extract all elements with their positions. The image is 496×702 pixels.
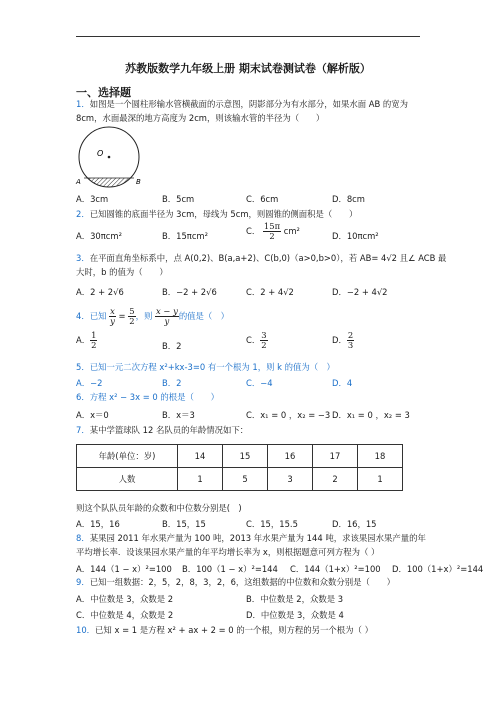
q1-line1: 1．如图是一个圆柱形输水管横截面的示意图，阴影部分为有水部分，如果水面 AB 的宽为 bbox=[76, 99, 409, 109]
q2-option-c: C． $\frac{15\pi}{2}$ cm² bbox=[246, 221, 300, 241]
q9-option-d: D．中位数是 3，众数是 4 bbox=[246, 610, 344, 620]
q9-option-a: A．中位数是 3，众数是 2 bbox=[76, 594, 174, 604]
table-row bbox=[77, 468, 403, 491]
q1-option-a: A．3cm bbox=[76, 194, 109, 204]
q2-c-fraction: $\frac{15\pi}{2}$ bbox=[263, 221, 281, 241]
table-cell: 14 bbox=[178, 445, 223, 468]
q7-option-a: A．15，16 bbox=[76, 519, 120, 529]
q5-option-d: D．4 bbox=[332, 378, 353, 388]
center-point bbox=[108, 156, 111, 159]
section-heading: 一、选择题 bbox=[76, 86, 131, 99]
table-cell: 15 bbox=[223, 445, 268, 468]
q6-option-b: B．x＝3 bbox=[162, 410, 195, 420]
q6-stem: 6．方程 x² − 3x = 0 的根是（ ） bbox=[76, 392, 220, 402]
q3-line1: 3．在平面直角坐标系中，点 A(0,2)、B(a,a+2)、C(b,0)（a>0,b>0），若 AB= 4√2 且∠ ACB 最 bbox=[76, 253, 447, 263]
table-cell: 5 bbox=[223, 468, 268, 491]
q6-option-a: A．x＝0 bbox=[76, 410, 109, 420]
q1-option-c: C．6cm bbox=[246, 194, 279, 204]
q1-number: 1． bbox=[76, 99, 90, 109]
table-cell: 18 bbox=[358, 445, 403, 468]
q3-line2: 大时，b 的值为（ ） bbox=[76, 267, 168, 277]
q3-option-b: B．−2 + 2√6 bbox=[162, 287, 217, 297]
table-row bbox=[77, 445, 403, 468]
q5-option-c: C．−4 bbox=[246, 378, 273, 388]
q10-stem: 10．已知 x = 1 是方程 x² + ax + 2 = 0 的一个根，则方程的另一个根为（ ） bbox=[76, 625, 373, 635]
q5-option-a: A．−2 bbox=[76, 378, 103, 388]
q4-option-b: B．2 bbox=[162, 341, 182, 351]
q9-stem: 9．已知一组数据：2，5，2，8，3，2，6，这组数据的中位数和众数分别是（ ） bbox=[76, 577, 396, 587]
q8-option-d: D．100（1+x）²=144 bbox=[392, 564, 484, 574]
table-cell: 1 bbox=[178, 468, 223, 491]
q2-option-a: A．30πcm² bbox=[76, 231, 122, 241]
q7-question: 则这个队队员年龄的众数和中位数分别是( ) bbox=[76, 503, 242, 513]
table-header-cell: 年龄(单位：岁) bbox=[77, 445, 178, 468]
table-cell: 16 bbox=[268, 445, 313, 468]
table-header-cell: 人数 bbox=[77, 468, 178, 491]
q8-option-b: B．100（1 − x）²=144 bbox=[182, 564, 278, 574]
q5-stem: 5．已知一元二次方程 x²+kx-3=0 有一个根为 1，则 k 的值为（ ） bbox=[76, 362, 335, 372]
q8-option-a: A．144（1 − x）²=100 bbox=[76, 564, 172, 574]
q5-option-b: B．2 bbox=[162, 378, 182, 388]
q1-line2: 8cm，水面最深的地方高度为 2cm，则该输水管的半径为（ ） bbox=[76, 113, 325, 123]
q4-option-d: D． $\frac{2}{3}$ bbox=[332, 330, 354, 350]
table-cell: 2 bbox=[313, 468, 358, 491]
q6-option-d: D．x₁ = 0 ，x₂ = 3 bbox=[332, 410, 410, 420]
point-a-label: A bbox=[76, 178, 81, 186]
q2-stem: 2．已知圆锥的底面半径为 3cm，母线为 5cm，则圆锥的侧面积是（ ） bbox=[76, 209, 358, 219]
age-table bbox=[76, 444, 403, 491]
q8-line1: 8．某果园 2011 年水果产量为 100 吨，2013 年水果产量为 144 吨，求该果园水果产量的年 bbox=[76, 533, 426, 543]
q3-option-d: D．−2 + 4√2 bbox=[332, 287, 388, 297]
page-title: 苏教版数学九年级上册 期末试卷测试卷（解析版） bbox=[125, 62, 371, 75]
q7-option-b: B．15，15 bbox=[162, 519, 206, 529]
q4-option-c: C． $\frac{3}{2}$ bbox=[246, 330, 267, 350]
q8-line2: 平均增长率．设该果园水果产量的年平均增长率为 x，则根据题意可列方程为（ ） bbox=[76, 547, 380, 557]
q7-stem: 7．某中学篮球队 12 名队员的年龄情况如下： bbox=[76, 425, 249, 435]
q9-option-b: B．中位数是 2，众数是 3 bbox=[246, 594, 344, 604]
pipe-cross-section-figure bbox=[70, 126, 150, 190]
q7-option-d: D．16，15 bbox=[332, 519, 377, 529]
q4-stem: 4．已知 $\frac{x}{y}$ = $\frac{5}{2}$ ，则 $\frac{x - y}{y}$ 的值是（ ） bbox=[76, 306, 230, 326]
q2-option-d: D．10πcm² bbox=[332, 231, 379, 241]
q1-option-d: D．8cm bbox=[332, 194, 365, 204]
point-b-label: B bbox=[136, 178, 141, 186]
table-cell: 3 bbox=[268, 468, 313, 491]
header-rule bbox=[76, 36, 420, 37]
q3-option-a: A．2 + 2√6 bbox=[76, 287, 124, 297]
q7-option-c: C．15，15.5 bbox=[246, 519, 298, 529]
q3-option-c: C．2 + 4√2 bbox=[246, 287, 294, 297]
table-cell: 1 bbox=[358, 468, 403, 491]
q8-option-c: C．144（1+x）²=100 bbox=[290, 564, 381, 574]
table-cell: 17 bbox=[313, 445, 358, 468]
q2-option-b: B．15πcm² bbox=[162, 231, 208, 241]
center-label: O bbox=[97, 149, 104, 158]
q6-option-c: C．x₁ = 0 ，x₂ = −3 bbox=[246, 410, 331, 420]
q9-option-c: C．中位数是 4，众数是 2 bbox=[76, 610, 174, 620]
q4-option-a: A． $\frac{1}{2}$ bbox=[76, 330, 97, 350]
q1-option-b: B．5cm bbox=[162, 194, 195, 204]
